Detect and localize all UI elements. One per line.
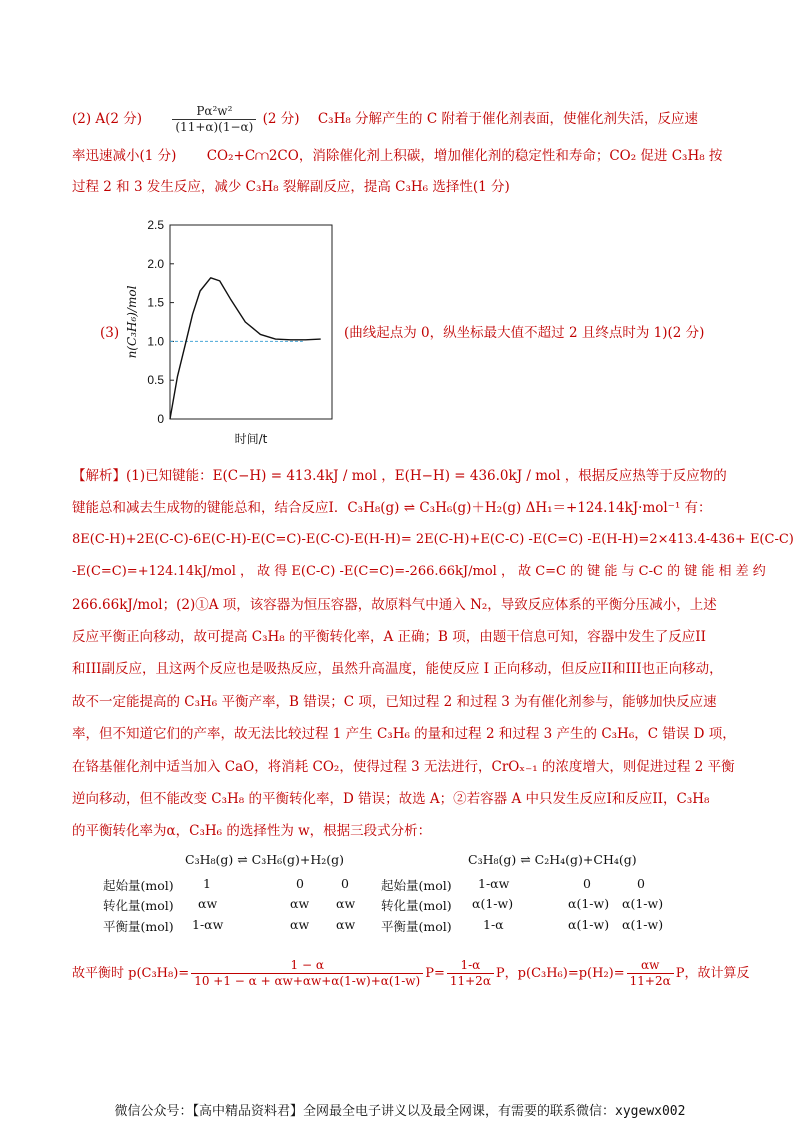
final-suffix: P，故计算反 — [675, 966, 750, 981]
answer3-label: (3) — [100, 325, 120, 341]
ice-right-row1-label: 起始量(mol) — [381, 878, 452, 893]
analysis-line5: 266.66kJ/mol；(2)①A 项，该容器为恒压容器，故原料气中通入 N₂，导致反应体系的平衡分压减小，上述 — [72, 597, 717, 613]
ice-right-row3-label: 平衡量(mol) — [381, 919, 452, 934]
y-tick-label: 2.5 — [147, 218, 164, 232]
final-line — [72, 958, 750, 989]
footer-wechat-note: 微信公众号：【高中精品资料君】全网最全电子讲义以及最全网课，有需要的联系微信：xygewx002 — [114, 1104, 686, 1119]
final-mid2: P，p(C₃H₆)=p(H₂)= — [495, 966, 625, 981]
y-axis-label: n(C₃H₆)/mol — [125, 285, 139, 359]
y-tick-label: 0.5 — [147, 373, 164, 388]
ice-right-row2-a: α(1-w) — [472, 896, 514, 911]
final-fraction1 — [191, 958, 423, 989]
ice-right-row2-label: 转化量(mol) — [381, 898, 452, 913]
final-fraction2-num: 1-α — [447, 958, 494, 974]
answer2-line3 — [72, 178, 732, 196]
ice-right-row1-b: 0 — [583, 876, 591, 891]
analysis-line7: 和III副反应，且这两个反应也是吸热反应，虽然升高温度，能使反应 I 正向移动，但反应II和III也正向移动， — [72, 661, 723, 677]
answer2-text2a: 率迅速减小(1 分) — [72, 148, 177, 164]
answer2-label: (2) A(2 分) — [72, 111, 143, 127]
ice-right-row1-a: 1-αw — [478, 876, 510, 891]
analysis-line12: 的平衡转化率为α，C₃H₆ 的选择性为 w，根据三段式分析： — [72, 823, 432, 839]
y-tick-label: 2.0 — [147, 256, 164, 271]
ice-right-row3-a: 1-α — [483, 917, 504, 932]
ice-left-row3-b: αw — [290, 917, 310, 932]
analysis-line9: 率，但不知道它们的产率，故无法比较过程 1 产生 C₃H₆ 的量和过程 2 和过程 3 产生的 C₃H₆，C 错误 D 项， — [72, 726, 736, 742]
analysis-line1: 【解析】(1)已知键能：E(C−H) = 413.4kJ / mol ，E(H−H) = 436.0kJ / mol ，根据反应热等于反应物的 — [72, 468, 727, 484]
analysis-line4: -E(C=C)=+124.14kJ/mol ， 故 得 E(C-C) -E(C=C)=-266.66kJ/mol ， 故 C=C 的 键 能 与 C-C 的 键 能 相 差 约 — [72, 564, 766, 579]
x-axis-label: 时间/t — [234, 432, 268, 446]
analysis-line11: 逆向移动，但不能改变 C₃H₈ 的平衡转化率，D 错误；故选 A；②若容器 A 中只发生反应I和反应II，C₃H₈ — [72, 791, 710, 807]
analysis-line8: 故不一定能提高的 C₃H₆ 平衡产率，B 错误；C 项，已知过程 2 和过程 3 为有催化剂参与，能够加快反应速 — [72, 694, 717, 710]
final-fraction1-den: 10 +1 − α + αw+αw+α(1-w)+α(1-w) — [194, 974, 421, 988]
y-tick-label: 1.5 — [147, 295, 164, 310]
final-fraction2-den: 11+2α — [449, 974, 491, 988]
ice-left-row3-c: αw — [336, 917, 356, 932]
ice-right-row2-b: α(1-w) — [568, 896, 610, 911]
ice-left-row2-label: 转化量(mol) — [103, 898, 174, 913]
plot-frame — [170, 225, 332, 419]
y-tick-label: 0 — [157, 412, 164, 426]
answer2-text1: C₃H₈ 分解产生的 C 附着于催化剂表面，使催化剂失活，反应速 — [317, 111, 698, 127]
answer2-equation: CO₂+C⩋2CO，消除催化剂上积碳，增加催化剂的稳定性和寿命；CO₂ 促进 C₃H₈ 按 — [206, 148, 723, 164]
equilibrium-constant-fraction — [172, 104, 256, 135]
ice-right-row2-c: α(1-w) — [622, 896, 664, 911]
answer2-text3: 过程 2 和 3 发生反应，减少 C₃H₈ 裂解副反应，提高 C₃H₆ 选择性(1 分) — [72, 179, 510, 195]
ice-left-row2-b: αw — [290, 896, 310, 911]
analysis-line6: 反应平衡正向移动，故可提高 C₃H₈ 的平衡转化率，A 正确；B 项，由题干信息可知，容器中发生了反应II — [72, 629, 706, 645]
final-fraction1-num: 1 − α — [191, 958, 423, 974]
ice-right-row3-b: α(1-w) — [568, 917, 610, 932]
ice-left-row3-a: 1-αw — [192, 917, 224, 932]
ice-left-row3-label: 平衡量(mol) — [103, 919, 174, 934]
analysis-line2: 键能总和减去生成物的键能总和，结合反应I．C₃H₈(g) ⇌ C₃H₆(g)＋H₂(g) ΔH₁＝+124.14kJ·mol⁻¹ 有： — [72, 500, 712, 516]
final-mid1: P= — [425, 966, 445, 981]
ice-right-row1-c: 0 — [637, 876, 645, 891]
c3h6-amount-chart — [120, 215, 340, 450]
answer2-line2 — [72, 147, 732, 165]
ice-left-row1-a: 1 — [203, 876, 211, 891]
answer2-line1 — [72, 104, 732, 135]
ice-left-row1-b: 0 — [296, 876, 304, 891]
final-fraction3 — [627, 958, 674, 989]
final-fraction3-den: 11+2α — [629, 974, 671, 988]
kp-denominator: (11+α)(1−α) — [175, 120, 254, 134]
analysis-line10: 在铬基催化剂中适当加入 CaO，将消耗 CO₂，使得过程 3 无法进行，CrOₓ₋₁ 的浓度增大，则促进过程 2 平衡 — [72, 759, 735, 775]
ice-left-row1-c: 0 — [341, 876, 349, 891]
ice-left-row1-label: 起始量(mol) — [103, 878, 174, 893]
ice-left-row2-c: αw — [336, 896, 356, 911]
ice-right-row3-c: α(1-w) — [622, 917, 664, 932]
final-fraction2 — [447, 958, 494, 989]
kp-numerator: Pα²w² — [172, 104, 256, 120]
final-prefix: 故平衡时 p(C₃H₈)= — [72, 966, 190, 981]
final-fraction3-num: αw — [627, 958, 674, 974]
analysis-line3: 8E(C-H)+2E(C-C)-6E(C-H)-E(C=C)-E(C-C)-E(H-H)= 2E(C-H)+E(C-C) -E(C=C) -E(H-H)=2×413.4-436+ E(C-C) — [72, 532, 794, 547]
ice-left-header: C₃H₈(g) ⇌ C₃H₆(g)+H₂(g) — [185, 852, 345, 867]
answer3-note: (曲线起点为 0，纵坐标最大值不超过 2 且终点时为 1)(2 分) — [344, 325, 705, 341]
y-tick-label: 1.0 — [147, 334, 164, 349]
series-line — [170, 278, 321, 419]
ice-right-header: C₃H₈(g) ⇌ C₂H₄(g)+CH₄(g) — [468, 852, 637, 867]
answer2-score: (2 分) — [262, 111, 300, 127]
ice-left-row2-a: αw — [198, 896, 218, 911]
